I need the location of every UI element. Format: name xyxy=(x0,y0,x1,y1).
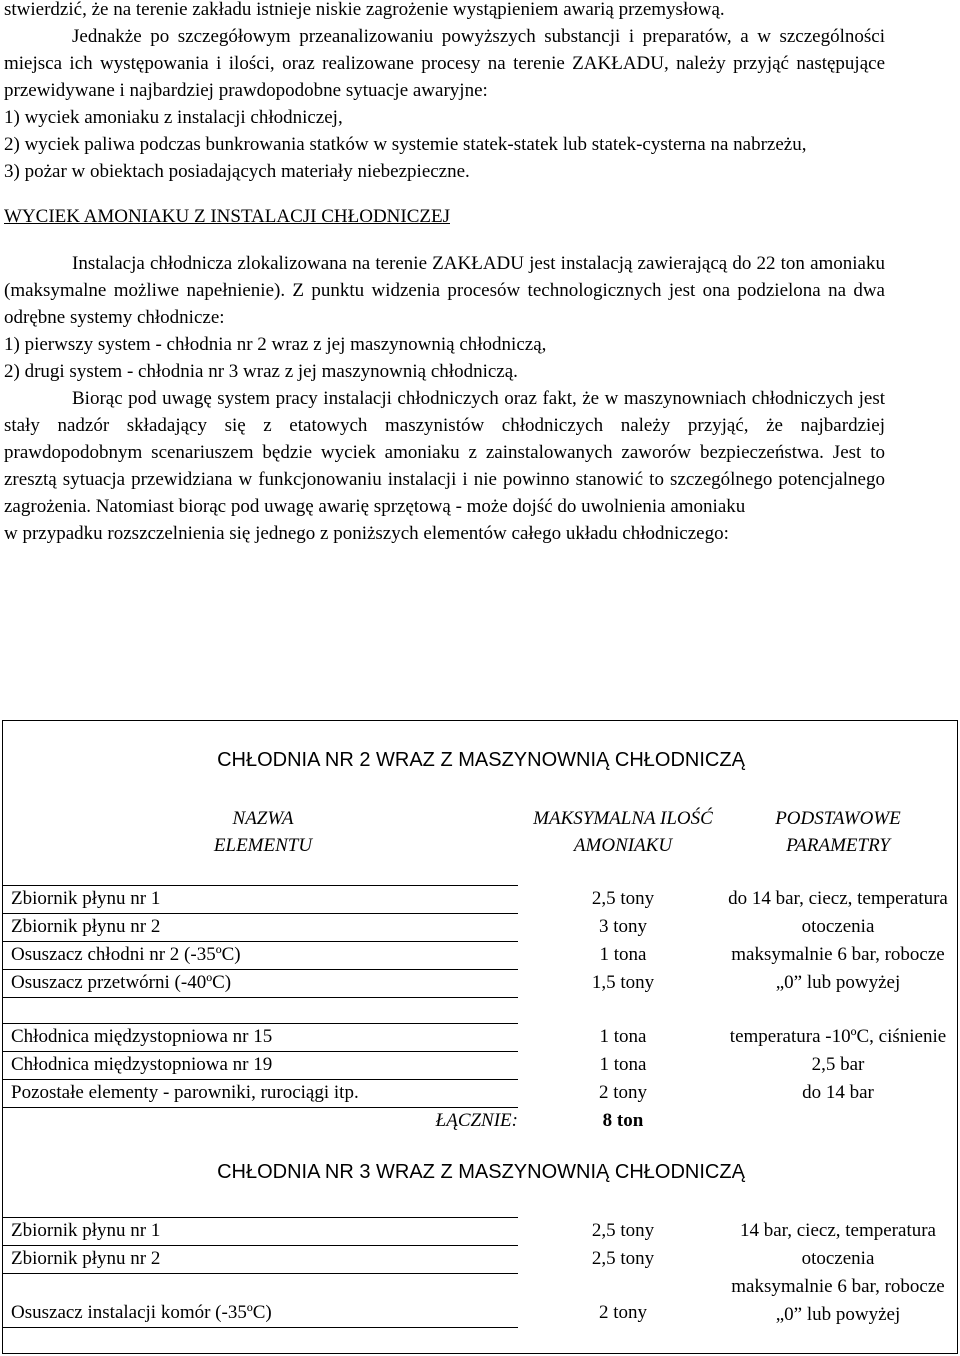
ammonia-table xyxy=(2,720,958,1354)
table-rule xyxy=(3,1217,518,1218)
table-rule xyxy=(3,1107,518,1108)
intro-line: stwierdzić, że na terenie zakładu istnieje niskie zagrożenie wystąpieniem awarią przemysłową. xyxy=(4,0,725,20)
list2-item-2: 2) drugi system - chłodnia nr 3 wraz z jej maszynownią chłodniczą. xyxy=(4,361,518,382)
params-4: do 14 bar xyxy=(802,1082,874,1103)
table-rule xyxy=(3,885,518,886)
s2-row2-amount: 2,5 tony xyxy=(591,1248,655,1269)
total-value: 8 ton xyxy=(602,1110,644,1131)
list-item-1: 1) wyciek amoniaku z instalacji chłodniczej, xyxy=(4,107,343,128)
table-rule xyxy=(3,1273,518,1274)
s2-row3-amount: 2 tony xyxy=(598,1302,648,1323)
row2-name: Zbiornik płynu nr 2 xyxy=(11,916,161,937)
s2-row3-name: Osuszacz instalacji komór (-35ºC) xyxy=(11,1302,272,1323)
row4-amount: 1,5 tony xyxy=(591,972,655,993)
section-heading: WYCIEK AMONIAKU Z INSTALACJI CHŁODNICZEJ xyxy=(4,206,450,227)
paragraph-1: Jednakże po szczegółowym przeanalizowaniu powyższych substancji i preparatów, a w szczególności miejsca ich występowania i ilości, oraz realizowane procesy na terenie ZAKŁADU, należy przyjąć następujące przewidywane i najbardziej prawdopodobne sytuacje awaryjne: xyxy=(4,26,885,101)
row5-name: Chłodnica międzystopniowa nr 15 xyxy=(11,1026,273,1047)
table-rule xyxy=(3,913,518,914)
table-rule xyxy=(3,1079,518,1080)
params-2: maksymalnie 6 bar, robocze „0” lub powyżej xyxy=(731,944,945,993)
row5-amount: 1 tona xyxy=(599,1026,647,1047)
header-params: PODSTAWOWE PARAMETRY xyxy=(775,808,901,856)
header-name: NAZWA ELEMENTU xyxy=(213,808,313,856)
row1-name: Zbiornik płynu nr 1 xyxy=(11,888,161,909)
section1-title: CHŁODNIA NR 2 WRAZ Z MASZYNOWNIĄ CHŁODNICZĄ xyxy=(217,749,745,771)
params-1: do 14 bar, ciecz, temperatura otoczenia xyxy=(728,888,948,937)
table-rule xyxy=(3,997,518,998)
params-3: temperatura -10ºC, ciśnienie 2,5 bar xyxy=(729,1026,947,1075)
list-item-2: 2) wyciek paliwa podczas bunkrowania statków w systemie statek-statek lub statek-cysterna na nabrzeżu, xyxy=(4,134,807,155)
row3-name: Osuszacz chłodni nr 2 (-35ºC) xyxy=(11,944,241,965)
header-amount: MAKSYMALNA ILOŚĆ AMONIAKU xyxy=(533,808,713,856)
row7-name: Pozostałe elementy - parowniki, rurociągi itp. xyxy=(11,1082,359,1103)
row2-amount: 3 tony xyxy=(598,916,648,937)
s2-params-2: maksymalnie 6 bar, robocze „0” lub powyżej xyxy=(731,1276,945,1325)
row4-name: Osuszacz przetwórni (-40ºC) xyxy=(11,972,232,993)
document-text xyxy=(4,0,885,547)
list-item-3: 3) pożar w obiektach posiadających materiały niebezpieczne. xyxy=(4,161,470,182)
table-rule xyxy=(3,1327,518,1328)
s2-row1-amount: 2,5 tony xyxy=(591,1220,655,1241)
table-rule xyxy=(3,1023,518,1024)
s2-params-1: 14 bar, ciecz, temperatura otoczenia xyxy=(740,1220,936,1269)
section2-title: CHŁODNIA NR 3 WRAZ Z MASZYNOWNIĄ CHŁODNICZĄ xyxy=(217,1161,745,1183)
table-rule xyxy=(3,1245,518,1246)
paragraph-3: Biorąc pod uwagę system pracy instalacji chłodniczych oraz fakt, że w maszynowniach chłodniczych jest stały nadzór składający się z etatowych maszynistów chłodniczych należy przyjąć, że najbardziej prawdopodobnym scenariuszem będzie wyciek amoniaku z zainstalowanych zaworów bezpieczeństwa. Jest to zresztą sytuacja przewidziana w funkcjonowaniu instalacji i nie powinno stanowić to szczególnego potencjalnego zagrożenia. Natomiast biorąc pod uwagę awarię sprzętową - może dojść do uwolnienia amoniaku xyxy=(4,388,885,517)
table-rule xyxy=(3,969,518,970)
table-rule xyxy=(3,1051,518,1052)
paragraph-2: Instalacja chłodnicza zlokalizowana na terenie ZAKŁADU jest instalacją zawierającą do 22 ton amoniaku (maksymalne możliwe napełnienie). Z punktu widzenia procesów technologicznych jest ona podzielona na dwa odrębne systemy chłodnicze: xyxy=(4,253,885,328)
s2-row1-name: Zbiornik płynu nr 1 xyxy=(11,1220,161,1241)
total-label: ŁĄCZNIE: xyxy=(435,1110,518,1131)
list2-item-1: 1) pierwszy system - chłodnia nr 2 wraz z jej maszynownią chłodniczą, xyxy=(4,334,547,355)
row6-name: Chłodnica międzystopniowa nr 19 xyxy=(11,1054,273,1075)
row1-amount: 2,5 tony xyxy=(591,888,655,909)
paragraph-4: w przypadku rozszczelnienia się jednego z poniższych elementów całego układu chłodniczego: xyxy=(4,523,729,544)
row3-amount: 1 tona xyxy=(599,944,647,965)
table-rule xyxy=(3,941,518,942)
row7-amount: 2 tony xyxy=(598,1082,648,1103)
row6-amount: 1 tona xyxy=(599,1054,647,1075)
s2-row2-name: Zbiornik płynu nr 2 xyxy=(11,1248,161,1269)
